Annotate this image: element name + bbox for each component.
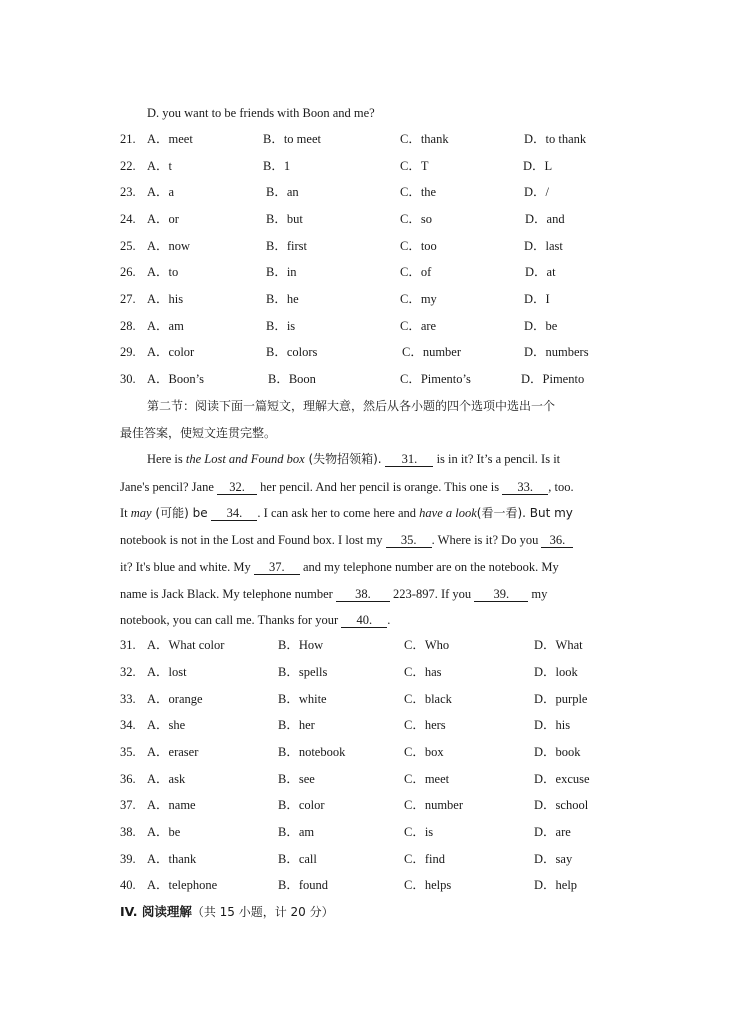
question-number: 28. <box>120 319 136 333</box>
option-a: A．Boon’s <box>147 372 204 386</box>
passage-italic: have a look <box>419 506 477 520</box>
passage-text: Jane's pencil? Jane <box>120 480 218 494</box>
option-a: A．lost <box>147 665 187 679</box>
option-b: B．colors <box>266 345 318 359</box>
option-a: A．to <box>147 265 179 279</box>
passage-text: (失物招领箱). <box>304 452 386 466</box>
option-a: A．or <box>147 212 179 226</box>
question-number: 31. <box>120 638 136 652</box>
option-c: C．thank <box>400 132 449 146</box>
passage-text: . Where is it? Do you <box>431 533 542 547</box>
option-c: C．helps <box>404 878 452 892</box>
option-d: D．look <box>534 665 578 679</box>
blank-36: 36. <box>541 533 573 548</box>
option-a: A．now <box>147 239 191 253</box>
passage-text: It <box>120 506 131 520</box>
option-d: D．/ <box>524 185 550 199</box>
passage-line <box>120 532 625 548</box>
question-number: 36. <box>120 772 136 786</box>
option-a: A．meet <box>147 132 193 146</box>
section-instruction-line1: 第二节：阅读下面一篇短文，理解大意，然后从各小题的四个选项中选出一个 <box>147 399 556 413</box>
passage-line <box>120 479 625 495</box>
option-a: A．ask <box>147 772 186 786</box>
option-a: A．name <box>147 798 196 812</box>
section-title: IV. 阅读理解 <box>120 904 192 919</box>
passage-italic: may <box>130 506 152 520</box>
option-a: A．am <box>147 319 184 333</box>
option-b: B．color <box>278 798 325 812</box>
option-b: B．1 <box>263 159 291 173</box>
passage-line <box>120 505 625 521</box>
option-b: B．see <box>278 772 315 786</box>
question-number: 33. <box>120 692 136 706</box>
question-number: 37. <box>120 798 136 812</box>
blank-40: 40. <box>341 613 387 628</box>
section-note: （共 15 小题，计 20 分） <box>191 905 334 919</box>
option-c: C．black <box>404 692 452 706</box>
option-b: B．an <box>266 185 299 199</box>
passage-line <box>120 559 625 575</box>
option-d: D．be <box>524 319 558 333</box>
option-b: B．spells <box>278 665 328 679</box>
option-c: C．hers <box>404 718 446 732</box>
option-c: C．find <box>404 852 445 866</box>
option-a: A．she <box>147 718 186 732</box>
option-b: B．but <box>266 212 303 226</box>
option-c: C．of <box>400 265 432 279</box>
option-b: B．How <box>278 638 324 652</box>
option-b: B．to meet <box>263 132 321 146</box>
option-b: B．notebook <box>278 745 346 759</box>
option-c: C．number <box>404 798 464 812</box>
question-number: 35. <box>120 745 136 759</box>
option-b: B．Boon <box>268 372 316 386</box>
option-c: C．are <box>400 319 437 333</box>
question-number: 40. <box>120 878 136 892</box>
question-number: 21. <box>120 132 136 146</box>
option-d: D．book <box>534 745 581 759</box>
passage-text: 223-897. If you <box>389 587 475 601</box>
passage-text: and my telephone number are on the notebook. My <box>299 560 559 574</box>
option-b: B．white <box>278 692 327 706</box>
passage-text: is in it? It’s a pencil. Is it <box>433 452 561 466</box>
blank-31: 31. <box>385 452 433 467</box>
passage-text: notebook is not in the Lost and Found box. I lost my <box>120 533 386 547</box>
option-d: D．I <box>524 292 550 306</box>
option-d: D．purple <box>534 692 588 706</box>
option-a: A．t <box>147 159 173 173</box>
option-d: D．at <box>525 265 556 279</box>
option-d: D．are <box>534 825 571 839</box>
option-d: D．last <box>524 239 563 253</box>
blank-34: 34. <box>211 506 257 521</box>
option-d: D．say <box>534 852 573 866</box>
question-number: 30. <box>120 372 136 386</box>
section-heading <box>120 904 334 920</box>
option-a: A．orange <box>147 692 203 706</box>
blank-37: 37. <box>254 560 300 575</box>
question-number: 26. <box>120 265 136 279</box>
question-number: 34. <box>120 718 136 732</box>
question-number: 32. <box>120 665 136 679</box>
option-a: A．telephone <box>147 878 218 892</box>
option-c: C．Pimento’s <box>400 372 471 386</box>
option-d: D．Pimento <box>521 372 585 386</box>
question-number: 25. <box>120 239 136 253</box>
option-b: B．found <box>278 878 329 892</box>
passage-text: my <box>528 587 548 601</box>
option-c: C．is <box>404 825 434 839</box>
option-c: C．so <box>400 212 432 226</box>
top-option: D. you want to be friends with Boon and me? <box>147 106 375 120</box>
passage-text: (看一看). But my <box>476 506 573 520</box>
question-number: 39. <box>120 852 136 866</box>
option-b: B．in <box>266 265 297 279</box>
question-number: 24. <box>120 212 136 226</box>
option-a: A．color <box>147 345 195 359</box>
passage-text: (可能) be <box>151 506 212 520</box>
blank-39: 39. <box>474 587 528 602</box>
passage-text: . I can ask her to come here and <box>257 506 420 520</box>
option-b: B．first <box>266 239 307 253</box>
option-d: D．numbers <box>524 345 589 359</box>
option-c: C．too <box>400 239 437 253</box>
question-number: 22. <box>120 159 136 173</box>
passage-line <box>120 612 625 628</box>
passage-text: it? It's blue and white. My <box>120 560 254 574</box>
option-a: A．a <box>147 185 175 199</box>
option-c: C．Who <box>404 638 450 652</box>
option-a: A．eraser <box>147 745 199 759</box>
question-number: 27. <box>120 292 136 306</box>
passage-text: her pencil. And her pencil is orange. This one is <box>257 480 503 494</box>
option-a: A．his <box>147 292 184 306</box>
blank-38: 38. <box>336 587 390 602</box>
passage-text: . <box>387 613 391 627</box>
option-d: D．What <box>534 638 583 652</box>
question-number: 29. <box>120 345 136 359</box>
option-b: B．is <box>266 319 296 333</box>
option-b: B．am <box>278 825 315 839</box>
blank-35: 35. <box>386 533 432 548</box>
passage-line <box>120 586 625 602</box>
passage-text: name is Jack Black. My telephone number <box>120 587 336 601</box>
option-b: B．call <box>278 852 317 866</box>
option-c: C．number <box>402 345 462 359</box>
option-b: B．her <box>278 718 315 732</box>
question-number: 38. <box>120 825 136 839</box>
option-d: D．and <box>525 212 565 226</box>
option-c: C．meet <box>404 772 450 786</box>
blank-32: 32. <box>217 480 257 495</box>
blank-33: 33. <box>502 480 548 495</box>
option-d: D．his <box>534 718 571 732</box>
option-c: C．has <box>404 665 442 679</box>
section-instruction-line2: 最佳答案，使短文连贯完整。 <box>120 426 277 440</box>
passage-text: , too. <box>548 480 574 494</box>
option-d: D．to thank <box>524 132 587 146</box>
option-d: D．excuse <box>534 772 590 786</box>
question-number: 23. <box>120 185 136 199</box>
option-d: D．L <box>523 159 553 173</box>
passage-text: notebook, you can call me. Thanks for your <box>120 613 342 627</box>
option-d: D．help <box>534 878 578 892</box>
option-c: C．the <box>400 185 437 199</box>
option-c: C．box <box>404 745 444 759</box>
option-c: C．T <box>400 159 429 173</box>
option-a: A．thank <box>147 852 197 866</box>
option-a: A．What color <box>147 638 225 652</box>
option-b: B．he <box>266 292 299 306</box>
passage-text: Here is <box>147 452 186 466</box>
option-c: C．my <box>400 292 437 306</box>
passage-line <box>147 451 625 467</box>
passage-italic: the Lost and Found box <box>185 452 305 466</box>
option-a: A．be <box>147 825 181 839</box>
option-d: D．school <box>534 798 589 812</box>
